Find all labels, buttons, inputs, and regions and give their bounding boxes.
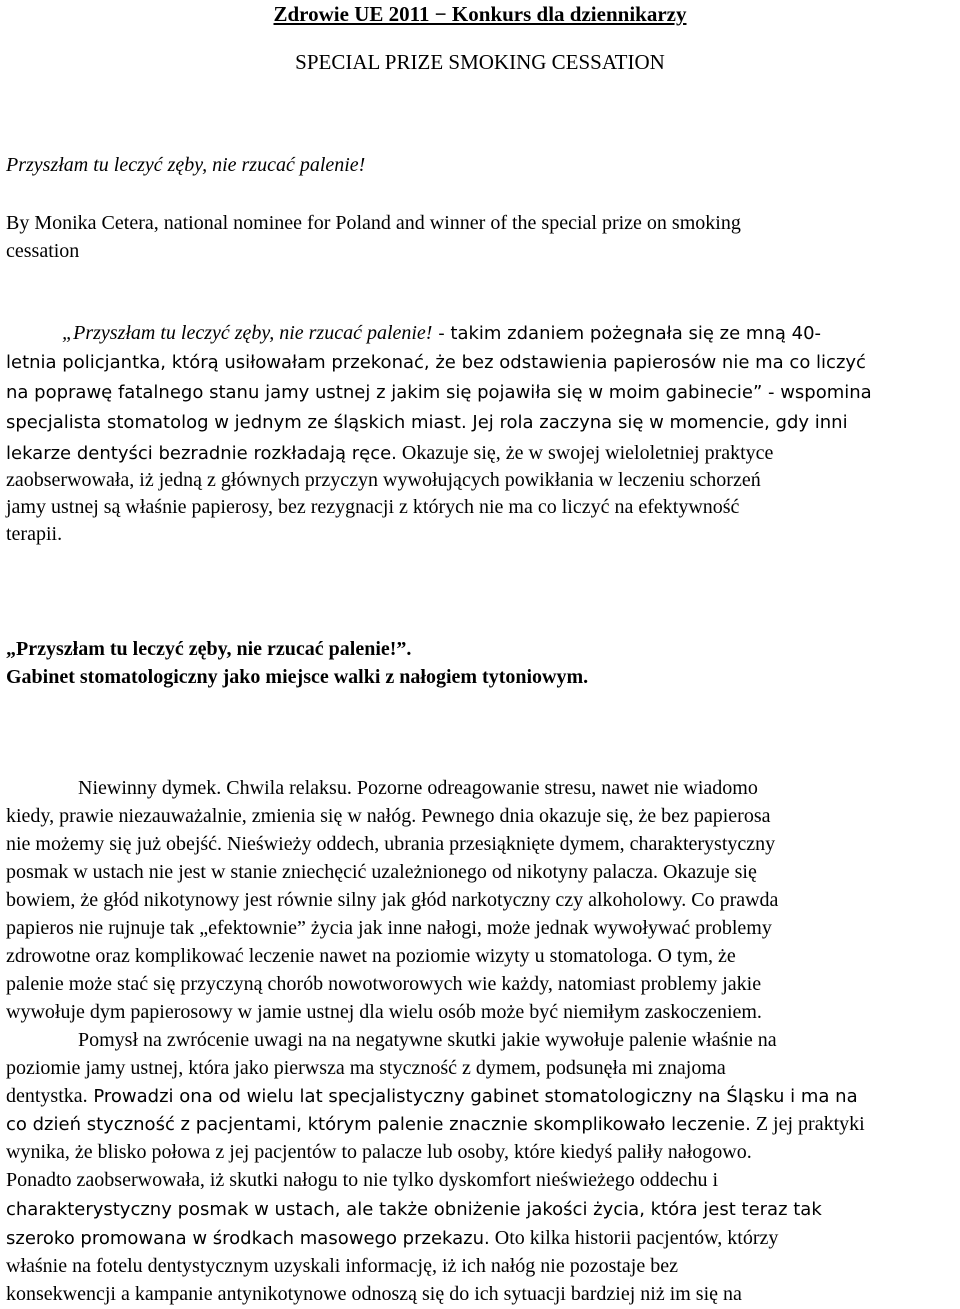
body-line: palenie może stać się przyczyną chorób nowotworowych wie każdy, natomiast problemy jakie (6, 973, 762, 995)
article-headline: Przyszłam tu leczyć zęby, nie rzucać palenie! (6, 154, 366, 176)
body-line-mixed (6, 1227, 778, 1250)
body-line: wywołuje dym papierosowy w jamie ustnej dla wielu osób może być niemiłym zaskoczeniem. (6, 1001, 762, 1023)
intro-line-end: lekarze dentyści bezradnie rozkładają ręce. (6, 443, 397, 464)
body-line: poziomie jamy ustnej, która jako pierwsza ma styczność z dymem, podsunęła mi znajoma (6, 1057, 726, 1079)
body-sans-segment: Prowadzi ona od wielu lat specjalistyczny gabinet stomatologiczny na Śląsku i ma na (87, 1086, 858, 1107)
body-segment: dentystka. (6, 1085, 88, 1107)
body-line: konsekwencji a kampanie antynikotynowe odnoszą się do ich sytuacji bardziej niż im się na (6, 1283, 742, 1305)
intro-serif-line: zaobserwowała, iż jedną z głównych przyczyn wywołujących powikłania w leczeniu schorzeń (6, 469, 761, 491)
document-subtitle: SPECIAL PRIZE SMOKING CESSATION (295, 50, 665, 74)
document-title: Zdrowie UE 2011 − Konkurs dla dziennikarzy (273, 2, 687, 26)
intro-serif-line: jamy ustnej są właśnie papierosy, bez rezygnacji z których nie ma co liczyć na efektywność (6, 496, 740, 518)
body-sans-segment: co dzień styczność z pacjentami, którym palenie znacznie skomplikowało leczenie. (6, 1114, 751, 1135)
body-segment: Z jej praktyki (750, 1113, 865, 1135)
body-line: wynika, że blisko połowa z jej pacjentów to palacze lub osoby, które kiedyś paliły nałogowo. (6, 1141, 752, 1163)
body-line: papieros nie rujnuje tak „efektownie” życia jak inne nałogi, może jednak wywoływać problemy (6, 917, 772, 939)
intro-line: na poprawę fatalnego stanu jamy ustnej z jakim się pojawiła się w moim gabinecie” - wspomina (6, 382, 872, 403)
body-line: kiedy, prawie niezauważalnie, zmienia się w nałóg. Pewnego dnia okazuje się, że bez papierosa (6, 805, 771, 827)
body-line-mixed (6, 1113, 865, 1136)
body-segment: Oto kilka historii pacjentów, którzy (489, 1227, 779, 1249)
byline-line: cessation (6, 240, 80, 262)
byline-line: By Monika Cetera, national nominee for Poland and winner of the special prize on smoking (6, 212, 741, 234)
body-line: bowiem, że głód nikotynowy jest równie silny jak głód narkotyczny czy alkoholowy. Co prawda (6, 889, 779, 911)
body-line-mixed (6, 1085, 858, 1108)
body-line: nie możemy się już obejść. Nieświeży oddech, ubrania przesiąknięte dymem, charakterystyczny (6, 833, 776, 855)
body-line: Niewinny dymek. Chwila relaksu. Pozorne odreagowanie stresu, nawet nie wiadomo (78, 777, 758, 799)
body-line: właśnie na fotelu dentystycznym uzyskali informację, iż ich nałóg nie pozostaje bez (6, 1255, 678, 1277)
intro-quote: „Przyszłam tu leczyć zęby, nie rzucać palenie! (62, 322, 433, 344)
intro-first-line (62, 322, 821, 345)
intro-line: letnia policjantka, którą usiłowałam przekonać, że bez odstawienia papierosów nie ma co liczyć (6, 352, 866, 373)
intro-line-rest: - takim zdaniem pożegnała się ze mną 40- (432, 323, 822, 344)
section-heading: Gabinet stomatologiczny jako miejsce walki z nałogiem tytoniowym. (6, 666, 589, 688)
intro-serif-tail: Okazuje się, że w swojej wieloletniej praktyce (396, 442, 774, 464)
body-sans-segment: szeroko promowana w środkach masowego przekazu. (6, 1228, 490, 1249)
body-line: Ponadto zaobserwowała, iż skutki nałogu to nie tylko dyskomfort nieświeżego oddechu i (6, 1169, 719, 1191)
body-line: Pomysł na zwrócenie uwagi na na negatywne skutki jakie wywołuje palenie właśnie na (78, 1029, 777, 1051)
intro-line: specjalista stomatolog w jednym ze śląskich miast. Jej rola zaczyna się w momencie, gdy inni (6, 412, 848, 433)
section-heading: „Przyszłam tu leczyć zęby, nie rzucać palenie!”. (6, 638, 412, 660)
body-line: posmak w ustach nie jest w stanie zniechęcić uzależnionego od nikotyny palacza. Okazuje się (6, 861, 757, 883)
body-line: zdrowotne oraz komplikować leczenie nawet na poziomie wizyty u stomatologa. O tym, że (6, 945, 736, 967)
intro-mixed-line (6, 442, 773, 465)
body-sans-line: charakterystyczny posmak w ustach, ale także obniżenie jakości życia, która jest teraz tak (6, 1199, 822, 1220)
intro-serif-line: terapii. (6, 523, 63, 545)
